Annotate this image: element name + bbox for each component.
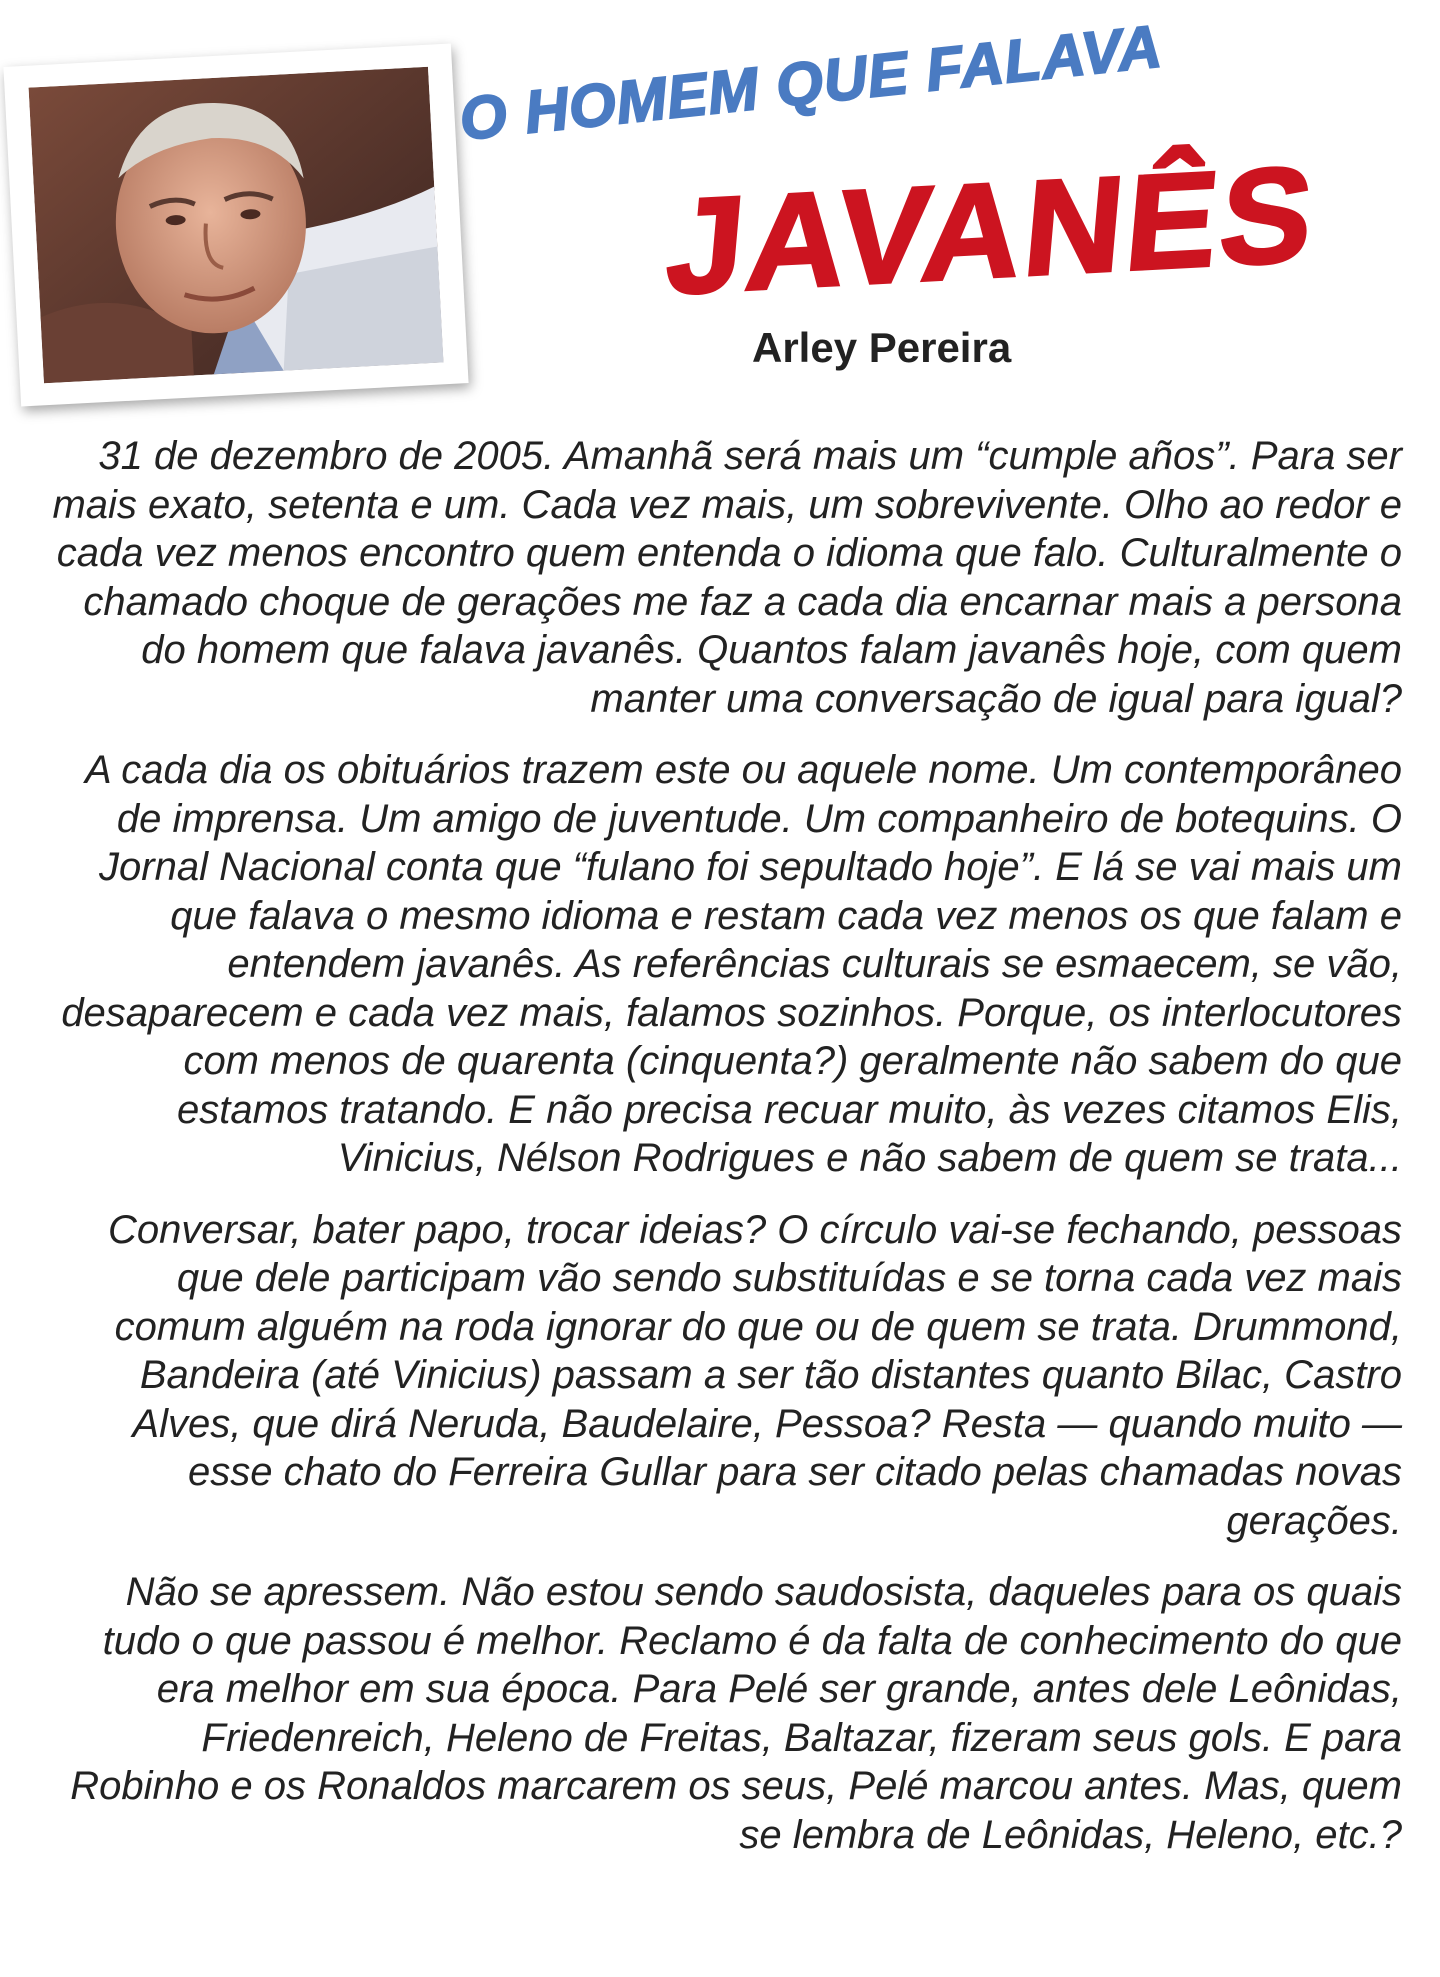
photo-frame bbox=[3, 44, 468, 407]
headline-kicker: O HOMEM QUE FALAVA bbox=[456, 12, 1166, 153]
author-portrait-photo bbox=[29, 67, 444, 384]
article-body bbox=[52, 432, 1402, 1882]
headline-main: JAVANÊS bbox=[661, 137, 1322, 323]
author-byline: Arley Pereira bbox=[752, 324, 1012, 371]
article-paragraph: Não se apressem. Não estou sendo saudosista, daqueles para os quais tudo o que passou é melhor. Reclamo é da falta de conhecimento do que era melhor em sua época. Para Pelé ser grande, antes dele Leônidas, Friedenreich, Heleno de Freitas, Baltazar, fizeram seus gols. E para Robinho e os Ronaldos marcarem os seus, Pelé marcou antes. Mas, quem se lembra de Leônidas, Heleno, etc.? bbox=[70, 1570, 1402, 1857]
article-paragraph: A cada dia os obituários trazem este ou aquele nome. Um contemporâneo de imprensa. Um amigo de juventude. Um companheiro de botequins. O Jornal Nacional conta que “fulano foi sepultado hoje”. E lá se vai mais um que falava o mesmo idioma e restam cada vez menos os que falam e entendem javanês. As referências culturais se esmaecem, se vão, desaparecem e cada vez mais, falamos sozinhos. Porque, os interlocutores com menos de quarenta (cinquenta?) geralmente não sabem do que estamos tratando. E não precisa recuar muito, às vezes citamos Elis, Vinicius, Nélson Rodrigues e não sabem de quem se trata... bbox=[61, 748, 1402, 1180]
article-paragraph: Conversar, bater papo, trocar ideias? O círculo vai-se fechando, pessoas que dele participam vão sendo substituídas e se torna cada vez mais comum alguém na roda ignorar do que ou de quem se trata. Drummond, Bandeira (até Vinicius) passam a ser tão distantes quanto Bilac, Castro Alves, que dirá Neruda, Baudelaire, Pessoa? Resta — quando muito — esse chato do Ferreira Gullar para ser citado pelas chamadas novas gerações. bbox=[107, 1207, 1402, 1543]
article-paragraph: 31 de dezembro de 2005. Amanhã será mais um “cumple años”. Para ser mais exato, setenta e um. Cada vez mais, um sobrevivente. Olho ao redor e cada vez menos encontro quem entenda o idioma que falo. Culturalmente o chamado choque de gerações me faz a cada dia encarnar mais a persona do homem que falava javanês. Quantos falam javanês hoje, com quem manter uma conversação de igual para igual? bbox=[52, 434, 1402, 721]
